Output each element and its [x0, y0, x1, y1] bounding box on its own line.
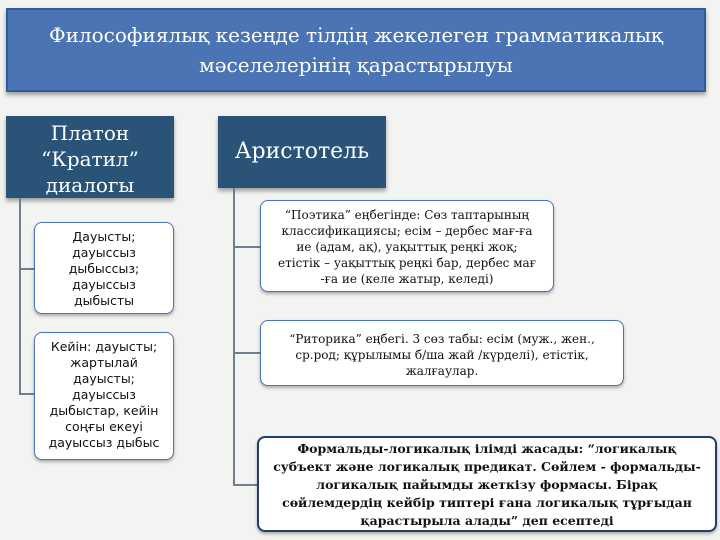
plato-header-line-3: диалогы [45, 173, 135, 197]
plato-header [6, 116, 174, 198]
aristotle-connector-branch-1 [233, 246, 260, 248]
card-line: соңғы екеуі [65, 419, 143, 434]
aristotle-connector-vertical [233, 188, 235, 486]
card-line: дыбыссыз; [68, 261, 140, 276]
card-line: дауыссыз [72, 277, 136, 292]
card-line: “Риторика” еңбегі. 3 сөз табы: есім (муж., жен., [289, 332, 595, 346]
card-line: дауыссыз [72, 245, 136, 260]
aristotle-header: Аристотель [218, 116, 386, 188]
plato-header-line-1: Платон [50, 121, 130, 145]
plato-connector-branch-2 [19, 393, 34, 395]
card-line: сөйлемдердің кейбір типтері ғана логикалық тұрғыдан [282, 495, 692, 510]
card-line: дауыссыз дыбыс [48, 435, 160, 450]
card-line: дауысты; [73, 371, 135, 386]
plato-header-line-2: “Кратил” [41, 147, 139, 171]
aristotle-connector-branch-3 [233, 484, 257, 486]
title-line-1: Философиялық кезеңде тілдің жекелеген грамматикалық [48, 23, 663, 47]
plato-card-1 [34, 222, 174, 314]
card-line: етістік – уақыттық реңкі бар, дербес мағ [278, 256, 536, 270]
card-line: қарастырыла алады” деп есептеді [360, 513, 614, 528]
card-line: Формальды-логикалық ілімді жасады: “логикалық [297, 441, 677, 456]
card-line: -ға ие (келе жатыр, келеді) [320, 272, 494, 286]
title-line-2: мәселелерінің қарастырылуы [199, 53, 513, 77]
card-line: субъект және логикалық предикат. Сөйлем - формальды- [273, 459, 701, 474]
card-line: Кейін: дауысты; [50, 339, 158, 354]
card-line: ие (адам, ақ), уақыттық реңкі жоқ; [296, 240, 518, 254]
aristotle-card-poetics [260, 200, 554, 292]
card-line: логикалық пайымды жеткізу формасы. Бірақ [316, 477, 658, 492]
plato-connector-vertical [19, 198, 21, 394]
card-line: ср.род; құрылымы б/ша жай /күрделі), етістік, [295, 348, 589, 362]
card-line: жартылай [70, 355, 138, 370]
card-line: дыбыстар, кейін [49, 403, 159, 418]
slide-title [6, 8, 706, 92]
card-line: классификациясы; есім – дербес мағ-ға [281, 224, 533, 238]
aristotle-card-logic [257, 436, 717, 532]
aristotle-connector-branch-2 [233, 352, 260, 354]
card-line: дыбысты [73, 293, 135, 308]
plato-card-2 [34, 332, 174, 460]
card-line: дауыссыз [72, 387, 136, 402]
card-line: Дауысты; [72, 229, 136, 244]
aristotle-card-rhetoric [260, 320, 624, 386]
card-line: “Поэтика” еңбегінде: Сөз таптарының [284, 208, 530, 222]
card-line: жалғаулар. [405, 364, 479, 378]
plato-connector-branch-1 [19, 268, 34, 270]
